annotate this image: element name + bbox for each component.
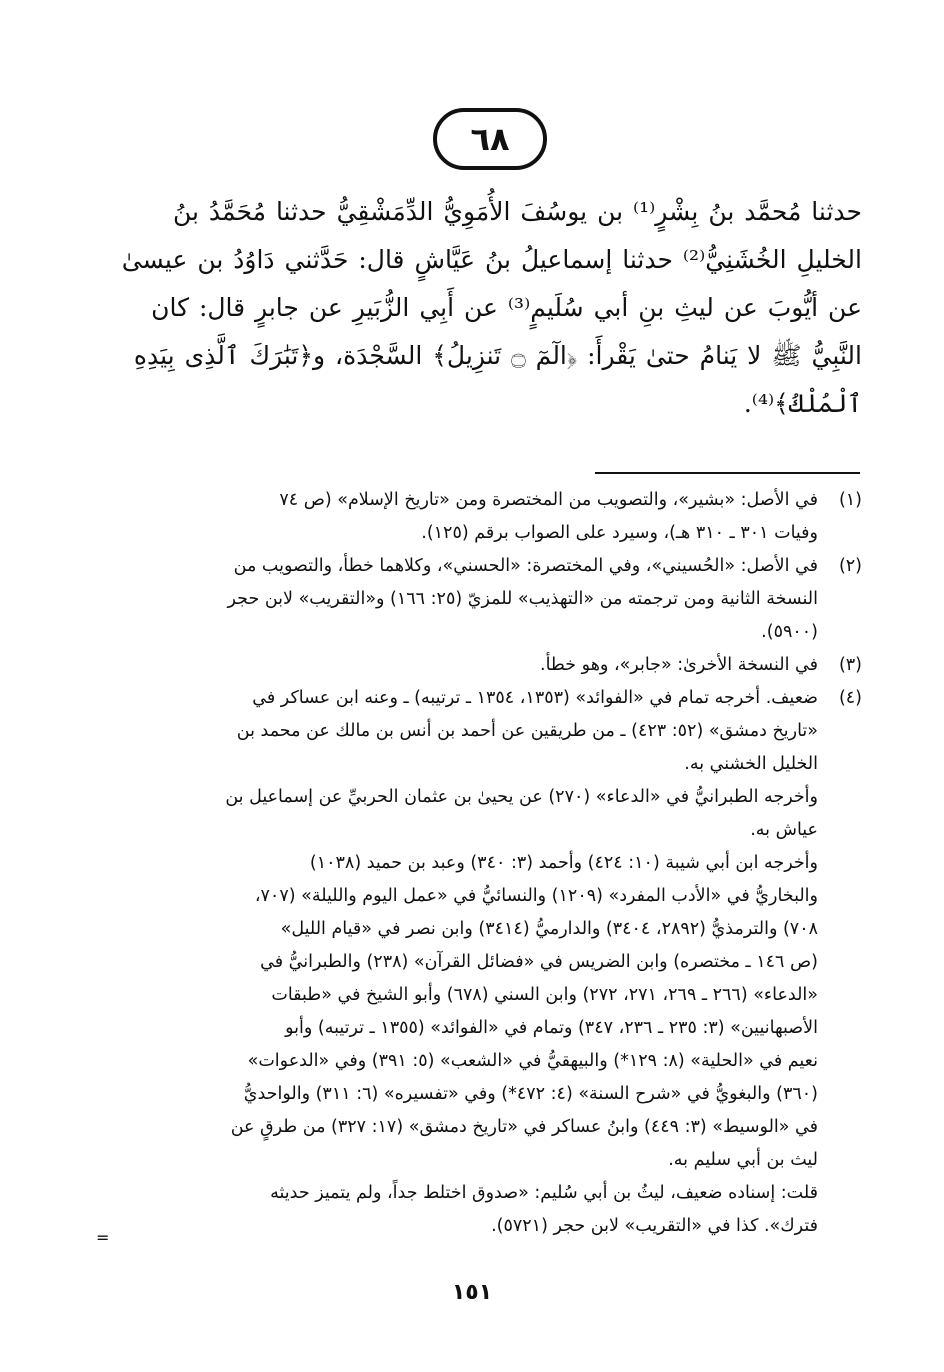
hadith-line: حدثنا مُحمَّد بنُ بِشْرٍ⁽¹⁾ بن يوسُفَ الأُمَوِيُّ الدِّمَشْقِيُّ حدثنا مُحَمَّدُ بنُ: [172, 197, 862, 226]
footnote-line: الأصبهانيين» (٣: ٢٣٥ ـ ٢٣٦، ٣٤٧) وتمام في «الفوائد» (١٣٥٥ ـ ترتيبه) وأبو: [285, 1018, 818, 1038]
hadith-line: النَّبِيُّ ﷺ لا يَنامُ حتىٰ يَقْرأَ: ﴿الٓمٓ ۝ تَنزِيلُ﴾ السَّجْدَة، و﴿تَبَٰرَكَ ٱلَّذِى بِيَدِهِ: [133, 341, 862, 370]
footnote-line: (ص ١٤٦ ـ مختصره) وابن الضريس في «فضائل القرآن» (٢٣٨) والطبرانيُّ في: [260, 952, 818, 972]
footnote-3: [100, 649, 862, 682]
footnote-line: عياش به.: [750, 820, 818, 840]
footnote-line: فترك». كذا في «التقريب» لابن حجر (٥٧٢١).: [491, 1216, 818, 1236]
continuation-mark: =: [96, 1228, 110, 1247]
footnote-line: ضعيف. أخرجه تمام في «الفوائد» (١٣٥٣، ١٣٥٤ ـ ترتيبه) ـ وعنه ابن عساكر في: [252, 688, 818, 708]
footnote-separator: [595, 472, 860, 474]
hadith-line: ٱلْمُلْكُ﴾⁽⁴⁾.: [743, 389, 862, 418]
page-number: ١٥١: [451, 1280, 493, 1305]
footnote-line: والبخاريُّ في «الأدب المفرد» (١٢٠٩) والنسائيُّ في «عمل اليوم والليلة» (٧٠٧،: [254, 886, 818, 906]
footnote-number: (٣): [838, 655, 862, 675]
footnote-line: وأخرجه الطبرانيُّ في «الدعاء» (٢٧٠) عن يحيىٰ بن عثمان الحربيِّ عن إسماعيل بن: [225, 787, 818, 807]
footnote-paragraph: [100, 781, 862, 847]
footnote-line: (٣٦٠) والبغويُّ في «شرح السنة» (٤: ٤٧٢*) وفي «تفسيره» (٦: ٣١١) والواحديُّ: [243, 1084, 818, 1104]
footnote-line: النسخة الثانية ومن ترجمته من «التهذيب» للمزيّ (٢٥: ١٦٦) و«التقريب» لابن حجر: [227, 589, 818, 609]
footnote-line: «تاريخ دمشق» (٥٢: ٤٢٣) ـ من طريقين عن أحمد بن أنس بن مالك عن محمد بن: [236, 721, 818, 741]
footnotes: [100, 484, 862, 1243]
footnote-line: الخليل الخشني به.: [684, 754, 818, 774]
hadith-text: [100, 188, 862, 428]
footnote-number: (١): [838, 490, 862, 510]
footnote-paragraph: [100, 1177, 862, 1243]
footnote-4: [100, 682, 862, 781]
footnote-line: وأخرجه ابن أبي شيبة (١٠: ٤٢٤) وأحمد (٣: ٣٤٠) وعبد بن حميد (١٠٣٨): [309, 853, 818, 873]
footnote-line: في «الوسيط» (٣: ٤٤٩) وابنُ عساكر في «تاريخ دمشق» (١٧: ٣٢٧) من طرقٍ عن: [230, 1117, 818, 1137]
footnote-line: في النسخة الأخرىٰ: «جابر»، وهو خطأ.: [540, 655, 818, 675]
footnote-line: (٥٩٠٠).: [761, 622, 818, 642]
footnote-line: ليث بن أبي سليم به.: [668, 1150, 818, 1170]
footnote-1: [100, 484, 862, 550]
footnote-line: ٧٠٨) والترمذيُّ (٢٨٩٢، ٣٤٠٤) والدارميُّ (٣٤١٤) وابن نصر في «قيام الليل»: [280, 919, 818, 939]
hadith-line: الخليلِ الخُشَنِيُّ⁽²⁾ حدثنا إسماعيلُ بنُ عَيَّاشٍ قال: حَدَّثني دَاوُدُ بن عيسىٰ: [121, 245, 862, 274]
footnote-line: في الأصل: «الحُسيني»، وفي المختصرة: «الحسني»، وكلاهما خطأ، والتصويب من: [233, 556, 818, 576]
footnote-line: نعيم في «الحلية» (٨: ١٢٩*) والبيهقيُّ في «الشعب» (٥: ٣٩١) وفي «الدعوات»: [247, 1051, 818, 1071]
hadith-number-badge: [433, 108, 547, 170]
footnote-number: (٢): [838, 556, 862, 576]
footnote-line: «الدعاء» (٢٦٦ ـ ٢٦٩، ٢٧١، ٢٧٢) وابن السني (٦٧٨) وأبو الشيخ في «طبقات: [271, 985, 818, 1005]
footnote-2: [100, 550, 862, 649]
footnote-number: (٤): [838, 688, 862, 708]
hadith-number: ٦٨: [470, 120, 510, 158]
hadith-line: عن أيُّوبَ عن ليثِ بنِ أبي سُلَيمٍ⁽³⁾ عن أَبِي الزُّبَيرِ عن جابرٍ قال: كان: [151, 293, 862, 322]
footnote-paragraph: [100, 847, 862, 1177]
footnote-line: وفيات ٣٠١ ـ ٣١٠ هـ)، وسيرد على الصواب برقم (١٢٥).: [421, 523, 818, 543]
footnote-line: في الأصل: «بشير»، والتصويب من المختصرة ومن «تاريخ الإسلام» (ص ٧٤: [279, 490, 818, 510]
footnote-line: قلت: إسناده ضعيف، ليثُ بن أبي سُليم: «صدوق اختلط جداً، ولم يتميز حديثه: [270, 1183, 818, 1203]
